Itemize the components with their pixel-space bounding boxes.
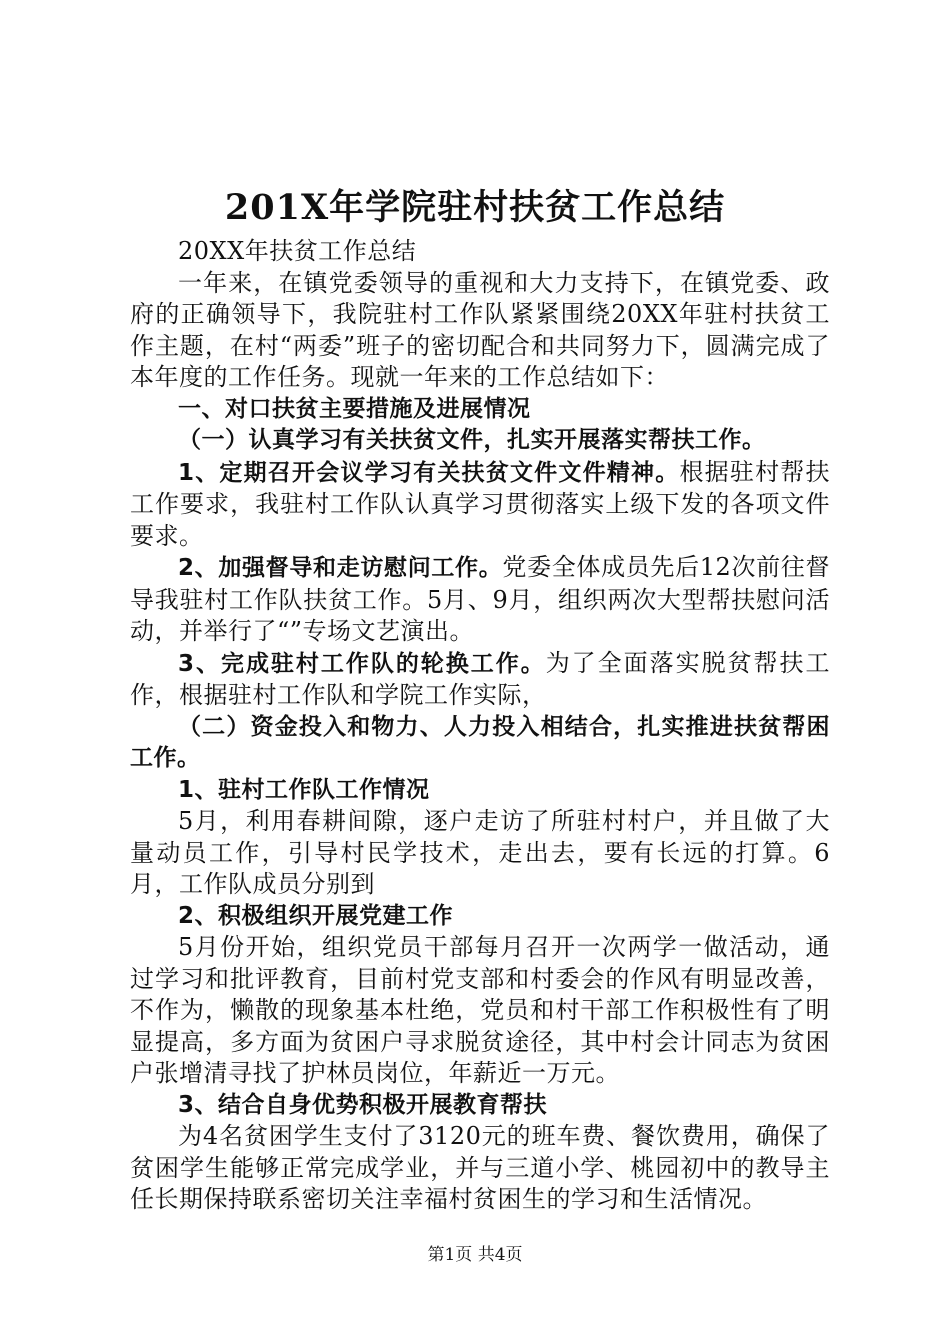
page-footer: 第1页 共4页: [427, 1245, 523, 1265]
item-heading: 1、驻村工作队工作情况: [178, 776, 430, 803]
paragraph: 5月份开始，组织党员干部每月召开一次两学一做活动，通过学习和批评教育，目前村党支部和村委会的作风有明显改善，不作为，懒散的现象基本杜绝，党员和村干部工作积极性有了明显提高，多方面为贫困户寻求脱贫途径，其中村会计同志为贫困户张增清寻找了护林员岗位，年薪近一万元。: [130, 933, 830, 1087]
paragraph: 为4名贫困学生支付了3120元的班车费、餐饮费用，确保了贫困学生能够正常完成学业，并与三道小学、桃园初中的教导主任长期保持联系密切关注幸福村贫困生的学习和生活情况。: [130, 1122, 830, 1213]
document-title: 201X年学院驻村扶贫工作总结: [224, 187, 726, 228]
paragraph-text: 党委全体成员先后12次前往督导我驻村工作队扶贫工作。5月、9月，组织两次大型帮扶慰问活动，并举行了“”专场文艺演出。: [130, 553, 830, 645]
paragraph: 5月，利用春耕间隙，逐户走访了所驻村村户，并且做了大量动员工作，引导村民学技术，走出去，要有长远的打算。6月，工作队成员分别到: [130, 807, 830, 898]
paragraph: 20XX年扶贫工作总结: [178, 237, 417, 265]
paragraph: [130, 552, 830, 648]
section-heading: 一、对口扶贫主要措施及进展情况: [178, 395, 531, 422]
item-heading: 2、积极组织开展党建工作: [178, 902, 454, 929]
document-body: [130, 236, 830, 1216]
paragraph-text: 根据驻村帮扶工作要求，我驻村工作队认真学习贯彻落实上级下发的各项文件要求。: [130, 457, 830, 550]
subsection-heading: （二）资金投入和物力、人力投入相结合，扎实推进扶贫帮困工作。: [130, 713, 830, 771]
paragraph: [130, 457, 830, 553]
paragraph-lead: 1、定期召开会议学习有关扶贫文件文件精神。: [178, 459, 680, 486]
paragraph-lead: 3、完成驻村工作队的轮换工作。: [178, 650, 546, 677]
item-heading: 3、结合自身优势积极开展教育帮扶: [178, 1091, 548, 1118]
paragraph: 一年来，在镇党委领导的重视和大力支持下，在镇党委、政府的正确领导下，我院驻村工作队紧紧围绕20XX年驻村扶贫工作主题，在村“两委”班子的密切配合和共同努力下，圆满完成了本年度的工作任务。现就一年来的工作总结如下：: [130, 268, 830, 391]
paragraph-text: 为了全面落实脱贫帮扶工作，根据驻村工作队和学院工作实际，: [130, 648, 830, 709]
subsection-heading: （一）认真学习有关扶贫文件，扎实开展落实帮扶工作。: [178, 427, 766, 453]
paragraph: [130, 648, 830, 712]
paragraph-lead: 2、加强督导和走访慰问工作。: [178, 555, 503, 581]
